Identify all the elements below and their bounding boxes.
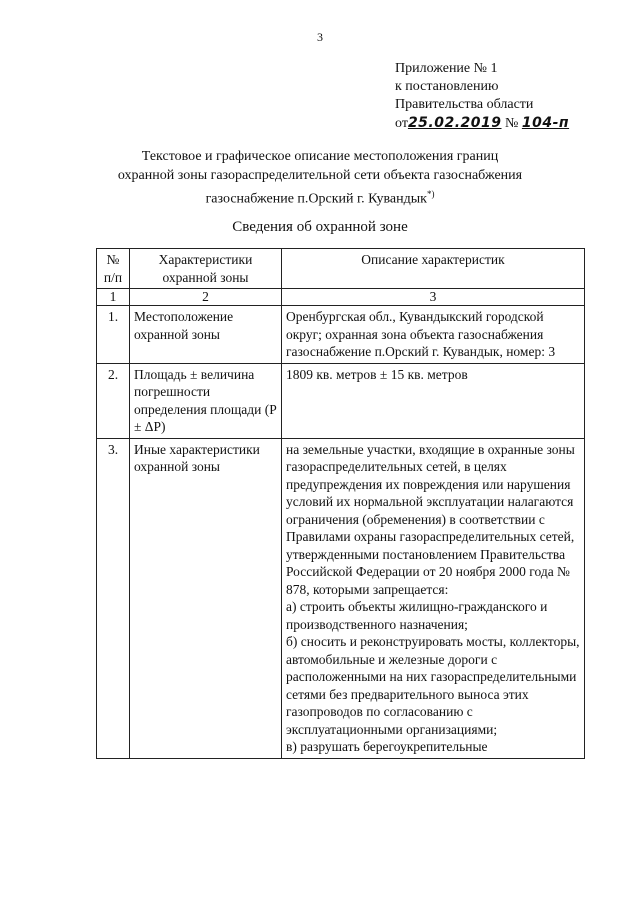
document-title (100, 147, 540, 209)
title-line-3-text: газоснабжение п.Орский г. Кувандык (205, 191, 427, 207)
row-description: 1809 кв. метров ± 15 кв. метров (282, 363, 585, 438)
row-description: Оренбургская обл., Кувандыкский городской округ; охранная зона объекта газоснабжения газоснабжение п.Орский г. Кувандык, номер: 3 (282, 306, 585, 364)
table-row (97, 306, 585, 364)
handwritten-date: 25.02.2019 (407, 115, 502, 131)
row-num: 3. (97, 438, 130, 758)
table-header-row (97, 249, 585, 289)
appendix-line-1: Приложение № 1 (395, 61, 498, 76)
header-num: № п/п (97, 249, 130, 289)
table-row (97, 363, 585, 438)
appendix-block (395, 60, 569, 133)
header-description: Описание характеристик (282, 249, 585, 289)
appendix-date-line (395, 114, 569, 133)
row-num: 1. (97, 306, 130, 364)
table-row (97, 438, 585, 758)
date-prefix: от (395, 116, 408, 131)
column-number: 2 (130, 289, 282, 306)
header-characteristic: Характеристики охранной зоны (130, 249, 282, 289)
title-line-3 (100, 185, 540, 209)
zone-info-table (96, 248, 585, 759)
row-characteristic: Иные характеристики охранной зоны (130, 438, 282, 758)
handwritten-number: 104-п (521, 115, 570, 131)
appendix-line-2: к постановлению (395, 79, 499, 94)
column-number: 3 (282, 289, 585, 306)
page-number: 3 (317, 30, 323, 44)
row-description: на земельные участки, входящие в охранные зоны газораспределительных сетей, в целях предупреждения их повреждения или нарушения условий их нормальной эксплуатации налагаются ограничения (обременения) в соответствии с Правилами охраны газораспределительных сетей, утвержденными постановлением Правительства Российской Федерации от 20 ноября 2000 года № 878, которыми запрещается: а) строить объекты жилищно-гражданского и производственного назначения; б) сносить и реконструировать мосты, коллекторы, автомобильные и железные дороги с расположенными на них газораспределительными сетями без предварительного выноса этих газопроводов по согласованию с эксплуатационными организациями; в) разрушать берегоукрепительные (282, 438, 585, 758)
column-numbers-row (97, 289, 585, 306)
appendix-line-3: Правительства области (395, 97, 534, 112)
row-characteristic: Площадь ± величина погрешности определения площади (P ± ΔP) (130, 363, 282, 438)
row-num: 2. (97, 363, 130, 438)
title-line-2: охранной зоны газораспределительной сети объекта газоснабжения (117, 168, 523, 183)
footnote-mark: *) (426, 189, 435, 199)
row-characteristic: Местоположение охранной зоны (130, 306, 282, 364)
column-number: 1 (97, 289, 130, 306)
number-prefix: № (505, 116, 519, 131)
title-line-1: Текстовое и графическое описание местоположения границ (141, 149, 499, 164)
section-subtitle: Сведения об охранной зоне (232, 219, 408, 235)
